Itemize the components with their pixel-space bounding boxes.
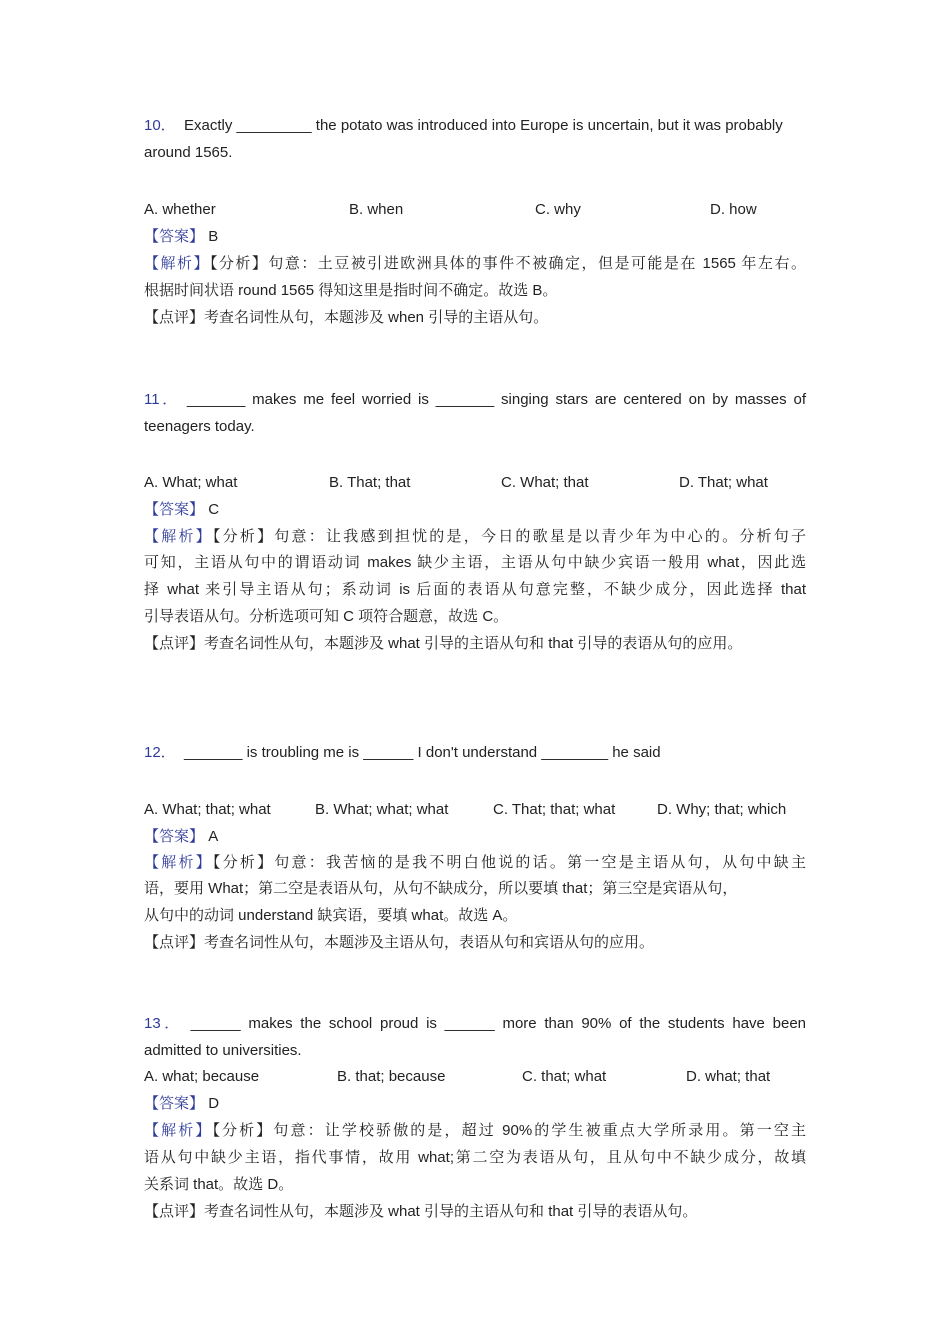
option-a: A. What; what <box>144 474 238 491</box>
question-stem-line: 11． _______ makes me feel worried is _______ singing stars are centered on by masses of <box>144 391 806 408</box>
analysis-line: 【解析】【分析】句意：我苦恼的是我不明白他说的话。第一空是主语从句，从句中缺主 <box>144 854 806 871</box>
comment-line: 【点评】考查名词性从句，本题涉及 when 引导的主语从句。 <box>144 309 549 326</box>
answer-tag: 【答案】 <box>144 501 205 518</box>
answer-value: D <box>208 1095 220 1112</box>
answer-value: C <box>208 501 220 518</box>
answer-line <box>144 1094 219 1114</box>
analysis-tag: 【解析】 <box>144 255 210 272</box>
comment-line: 【点评】考查名词性从句，本题涉及 what 引导的主语从句和 that 引导的表语从句的应用。 <box>144 635 743 652</box>
analysis-line: 语从句中缺少主语，指代事情，故用 what;第二空为表语从句，且从句中不缺少成分，故填 <box>144 1149 806 1166</box>
option-b: B. that; because <box>337 1068 446 1085</box>
analysis-line: 【解析】【分析】句意：让学校骄傲的是，超过 90%的学生被重点大学所录用。第一空主 <box>144 1122 806 1139</box>
option-c: C. why <box>535 201 581 218</box>
analysis-tag: 【解析】 <box>144 854 213 871</box>
option-c: C. What; that <box>501 474 589 491</box>
analysis-line: 择 what 来引导主语从句；系动词 is 后面的表语从句意完整，不缺少成分，因此选择 that <box>144 581 806 598</box>
option-b: B. That; that <box>329 474 411 491</box>
question-stem-line: around 1565. <box>144 144 233 161</box>
answer-line <box>144 827 218 847</box>
option-a: A. What; that; what <box>144 801 271 818</box>
option-d: D. Why; that; which <box>657 801 787 818</box>
question-number: 10． <box>144 117 176 134</box>
answer-value: A <box>208 828 219 845</box>
analysis-line: 可知，主语从句中的谓语动词 makes 缺少主语，主语从句中缺少宾语一般用 what，因此选 <box>144 554 806 571</box>
analysis-line: 【解析】【分析】句意：让我感到担忧的是，今日的歌星是以青少年为中心的。分析句子 <box>144 528 806 545</box>
option-a: A. whether <box>144 201 216 218</box>
answer-line <box>144 227 218 247</box>
answer-tag: 【答案】 <box>144 1095 205 1112</box>
question-number: 12． <box>144 744 176 761</box>
analysis-tag: 【解析】 <box>144 1122 213 1139</box>
question-stem-line: 13． ______ makes the school proud is ______ more than 90% of the students have been <box>144 1015 807 1032</box>
analysis-line: 关系词 that。故选 D。 <box>144 1176 294 1193</box>
option-d: D. That; what <box>679 474 768 491</box>
analysis-line: 从句中的动词 understand 缺宾语，要填 what。故选 A。 <box>144 907 518 924</box>
option-b: B. when <box>349 201 404 218</box>
answer-tag: 【答案】 <box>144 828 205 845</box>
question-stem-line: teenagers today. <box>144 418 255 435</box>
answer-tag: 【答案】 <box>144 228 205 245</box>
analysis-line: 语，要用 What；第二空是表语从句，从句不缺成分，所以要填 that；第三空是宾语从句， <box>144 880 738 897</box>
question-stem-line: admitted to universities. <box>144 1042 302 1059</box>
option-c: C. that; what <box>522 1068 607 1085</box>
option-c: C. That; that; what <box>493 801 616 818</box>
comment-line: 【点评】考查名词性从句，本题涉及 what 引导的主语从句和 that 引导的表语从句。 <box>144 1203 698 1220</box>
question-number: 11． <box>144 391 180 408</box>
question-stem-line: 12． _______ is troubling me is ______ I don't understand ________ he said <box>144 744 661 761</box>
analysis-line: 引导表语从句。分析选项可知 C 项符合题意，故选 C。 <box>144 608 509 625</box>
option-b: B. What; what; what <box>315 801 449 818</box>
answer-line <box>144 500 219 520</box>
question-number: 13． <box>144 1015 183 1032</box>
option-d: D. how <box>710 201 757 218</box>
option-d: D. what; that <box>686 1068 771 1085</box>
comment-line: 【点评】考查名词性从句，本题涉及主语从句，表语从句和宾语从句的应用。 <box>144 934 655 951</box>
question-stem-line: 10． Exactly _________ the potato was introduced into Europe is uncertain, but it was probably <box>144 117 783 134</box>
answer-value: B <box>208 228 219 245</box>
analysis-line: 根据时间状语 round 1565 得知这里是指时间不确定。故选 B。 <box>144 282 558 299</box>
option-a: A. what; because <box>144 1068 260 1085</box>
analysis-line: 【解析】【分析】句意：土豆被引进欧洲具体的事件不被确定，但是可能是在 1565 年左右。 <box>144 255 806 272</box>
analysis-tag: 【解析】 <box>144 528 213 545</box>
